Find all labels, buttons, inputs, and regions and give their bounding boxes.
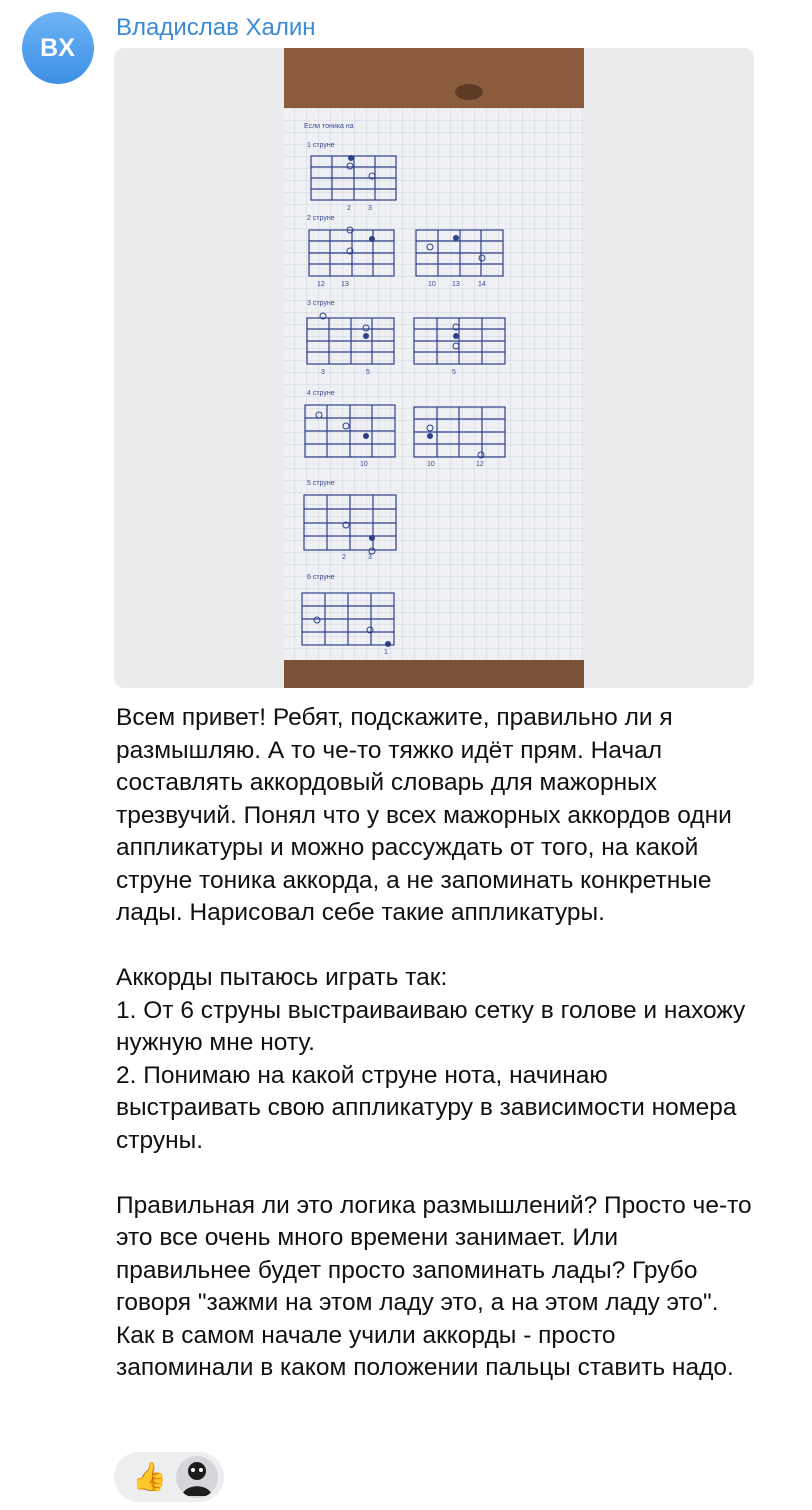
reaction-pill[interactable] [114,1452,224,1502]
fret-number: 13 [452,281,460,288]
fret-number: 14 [478,281,486,288]
fret-number: 13 [341,281,349,288]
label-string3: 3 струне [307,300,335,307]
label-string1: 1 струне [307,142,335,149]
fret-number: 5 [452,369,456,376]
label-string2: 2 струне [307,215,335,222]
message-text: Всем привет! Ребят, подскажите, правильно ли я размышляю. А то че-то тяжко идёт прям. Начал составлять аккордовый словарь для мажорных трезвучий. Понял что у всех мажорных аккордов одни аппликатуры и можно рассуждать от того, на какой струне тоника аккорда, а не запоминать конкретные лады. Нарисовал себе такие аппликатуры. Аккорды пытаюсь играть так: 1. От 6 струны выстраиваиваю сетку в голове и нахожу нужную мне ноту. 2. Понимаю на какой струне нота, начинаю выстраивать свою аппликатуру в зависимости номера струны. Правильная ли это логика размышлений? Просто че-то это все очень много времени занимает. Или правильнее будет просто запоминать лады? Грубо говоря "зажми на этом ладу это, а на этом ладу это". Как в самом начале учили аккорды - просто запоминали в каком положении пальцы ставить надо. [116,704,752,1381]
label-string6: 6 струне [307,574,335,581]
reactor-avatar [176,1456,218,1498]
fret-number: 3 [368,554,372,561]
fret-number: 3 [368,205,372,212]
author-initials: ВХ [40,33,76,62]
fret-number: 2 [347,205,351,212]
fret-number: 12 [476,461,484,468]
fret-number: 2 [342,554,346,561]
message-photo[interactable] [114,48,754,688]
fret-number: 10 [360,461,368,468]
label-string5: 5 струне [307,480,335,487]
fret-number: 10 [428,281,436,288]
thumbs-up-icon: 👍 [132,1461,167,1492]
chord-diagram-photo [114,48,754,688]
author-name[interactable]: Владислав Халин [116,14,316,41]
fret-number: 12 [317,281,325,288]
author-avatar[interactable] [22,12,94,84]
fret-number: 1 [384,649,388,656]
photo-heading: Если тоника на [304,123,354,130]
fret-number: 5 [366,369,370,376]
fret-number: 3 [321,369,325,376]
fret-number: 10 [427,461,435,468]
label-string4: 4 струне [307,390,335,397]
